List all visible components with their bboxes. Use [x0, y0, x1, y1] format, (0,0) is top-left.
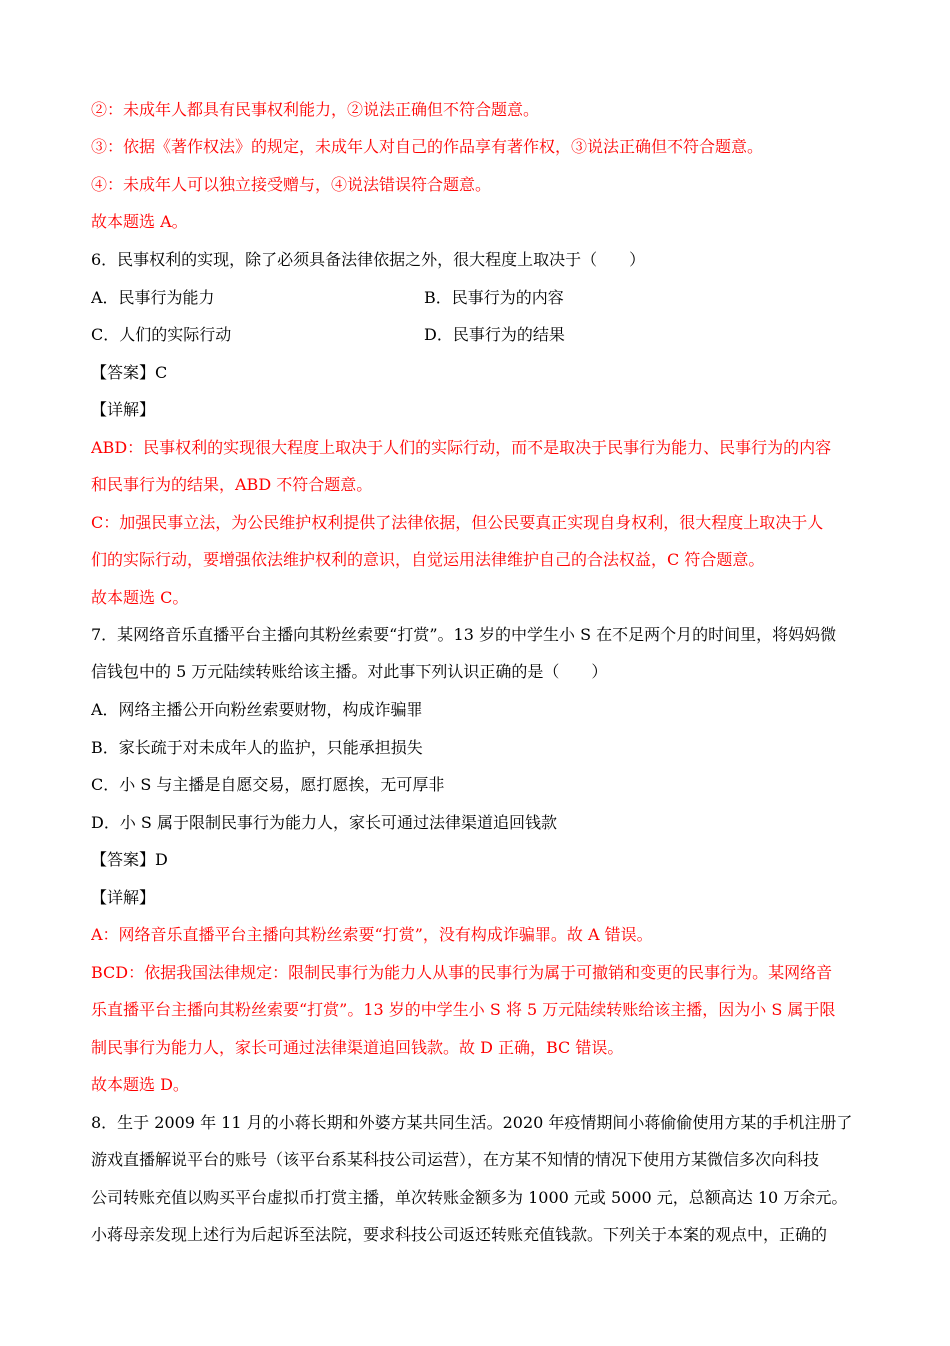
- question-6-option-a: A．民事行为能力: [91, 288, 215, 307]
- question-8-stem: 小蒋母亲发现上述行为后起诉至法院，要求科技公司返还转账充值钱款。下列关于本案的观点中，正确的: [91, 1225, 828, 1244]
- question-8-stem: 8．生于 2009 年 11 月的小蒋长期和外婆方某共同生活。2020 年疫情期间小蒋偷偷使用方某的手机注册了: [91, 1113, 853, 1132]
- question-7-option-a: A．网络主播公开向粉丝索要财物，构成诈骗罪: [91, 700, 423, 719]
- explanation-line: 们的实际行动，要增强依法维护权利的意识，自觉运用法律维护自己的合法权益，C 符合题意。: [91, 550, 765, 569]
- question-7-option-c: C．小 S 与主播是自愿交易，愿打愿挨，无可厚非: [91, 775, 445, 794]
- question-8-stem: 游戏直播解说平台的账号（该平台系某科技公司运营），在方某不知情的情况下使用方某微信多次向科技: [91, 1150, 820, 1169]
- question-7-detail-label: 【详解】: [91, 888, 156, 907]
- question-8-stem: 公司转账充值以购买平台虚拟币打赏主播，单次转账金额多为 1000 元或 5000 元，总额高达 10 万余元。: [91, 1188, 848, 1207]
- explanation-line: ②：未成年人都具有民事权利能力，②说法正确但不符合题意。: [91, 100, 540, 119]
- question-7-stem: 信钱包中的 5 万元陆续转账给该主播。对此事下列认识正确的是（ ）: [91, 662, 608, 681]
- conclusion-line: 故本题选 C。: [91, 588, 189, 607]
- explanation-line: C：加强民事立法，为公民维护权利提供了法律依据，但公民要真正实现自身权利，很大程度上取决于人: [91, 513, 824, 532]
- conclusion-line: 故本题选 A。: [91, 212, 188, 231]
- explanation-line: ABD：民事权利的实现很大程度上取决于人们的实际行动，而不是取决于民事行为能力、民事行为的内容: [91, 438, 832, 457]
- explanation-line: A：网络音乐直播平台主播向其粉丝索要“打赏”，没有构成诈骗罪。故 A 错误。: [91, 925, 653, 944]
- question-7-stem: 7．某网络音乐直播平台主播向其粉丝索要“打赏”。13 岁的中学生小 S 在不足两个月的时间里，将妈妈微: [91, 625, 837, 644]
- question-6-option-d: D．民事行为的结果: [424, 325, 565, 344]
- question-6-option-b: B．民事行为的内容: [424, 288, 564, 307]
- explanation-line: 和民事行为的结果，ABD 不符合题意。: [91, 475, 373, 494]
- question-6-detail-label: 【详解】: [91, 400, 156, 419]
- conclusion-line: 故本题选 D。: [91, 1075, 189, 1094]
- explanation-line: ④：未成年人可以独立接受赠与，④说法错误符合题意。: [91, 175, 492, 194]
- question-6-option-c: C．人们的实际行动: [91, 325, 232, 344]
- question-7-option-d: D．小 S 属于限制民事行为能力人，家长可通过法律渠道追回钱款: [91, 813, 557, 832]
- question-7-answer: 【答案】D: [91, 850, 168, 869]
- question-7-option-b: B．家长疏于对未成年人的监护，只能承担损失: [91, 738, 423, 757]
- explanation-line: BCD：依据我国法律规定：限制民事行为能力人从事的民事行为属于可撤销和变更的民事行为。某网络音: [91, 963, 833, 982]
- question-6-answer: 【答案】C: [91, 363, 168, 382]
- explanation-line: 制民事行为能力人，家长可通过法律渠道追回钱款。故 D 正确，BC 错误。: [91, 1038, 624, 1057]
- explanation-line: 乐直播平台主播向其粉丝索要“打赏”。13 岁的中学生小 S 将 5 万元陆续转账给该主播，因为小 S 属于限: [91, 1000, 836, 1019]
- question-6-stem: 6．民事权利的实现，除了必须具备法律依据之外，很大程度上取决于（ ）: [91, 250, 646, 269]
- explanation-line: ③：依据《著作权法》的规定，未成年人对自己的作品享有著作权，③说法正确但不符合题意。: [91, 137, 764, 156]
